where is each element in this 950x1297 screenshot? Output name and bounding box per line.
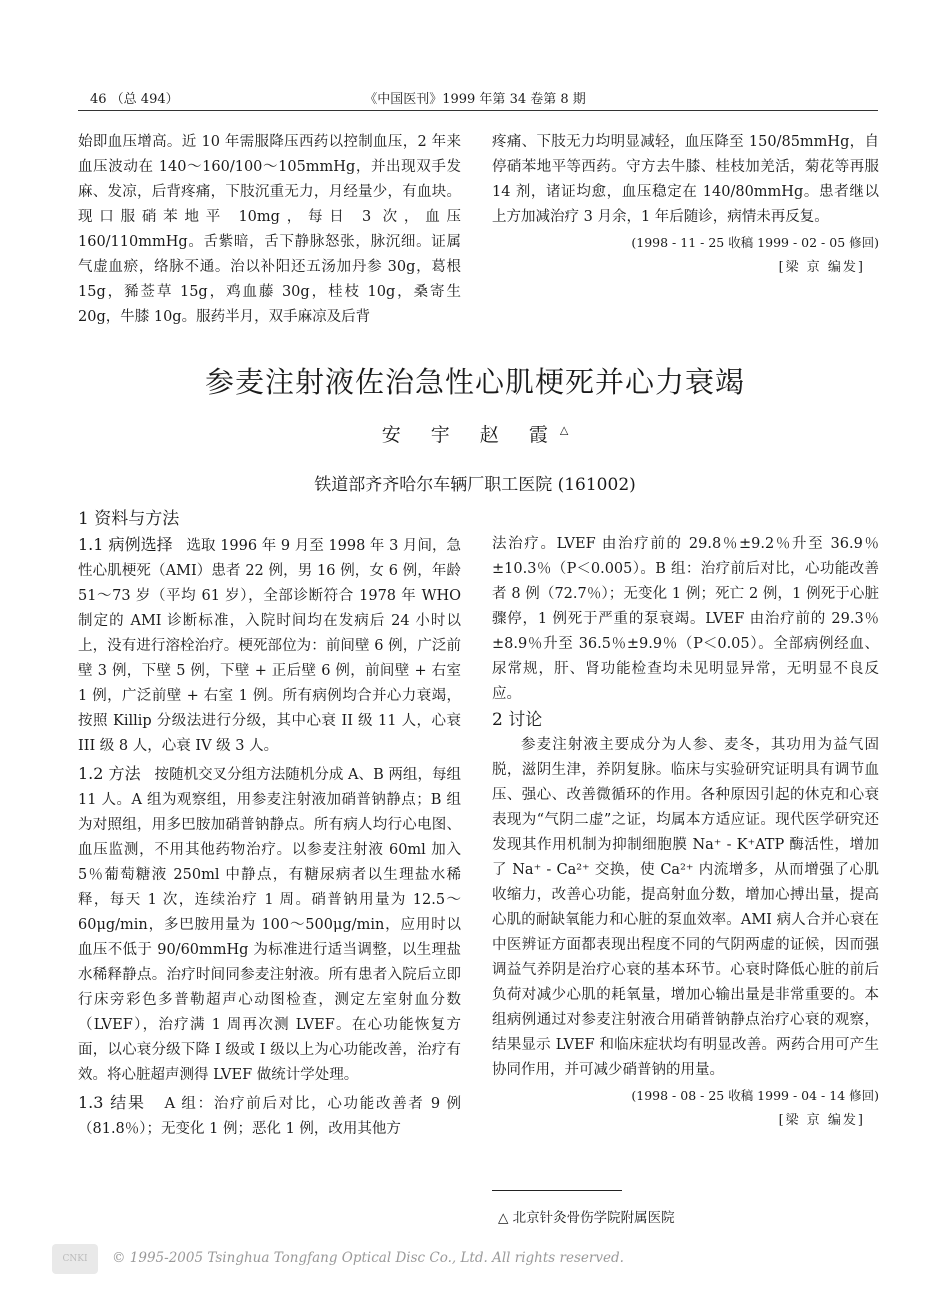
discussion-text: 参麦注射液主要成分为人参、麦冬，其功用为益气固脱，滋阴生津，养阴复脉。临床与实验研究证明具有调节血压、强心、改善微循环的作用。各种原因引起的休克和心衰表现为“气阴二虚”之证，均属本方适应证。现代医学研究还发现其作用机制为抑制细胞膜 Na⁺ - K⁺ATP 酶活性，增加了 Na⁺ - Ca²⁺ 交换，使 Ca²⁺ 内流增多，从而增强了心肌收缩力，改善心功能，提高射血分数，增加心搏出量，提高心肌的耐缺氧能力和心脏的泵血效率。AMI 病人合并心衰在中医辨证方面都表现出程度不同的气阴两虚的证候，因而强调益气养阴是治疗心衰的基本环节。心衰时降低心脏的前后负荷对减少心肌的耗氧量，增加心输出量是非常重要的。本组病例通过对参麦注射液合用硝普钠静点治疗心衰的观察，结果显示 LVEF 和临床症状均有明显改善。两药合用可产生协同作用，并可减少硝普钠的用量。 — [492, 737, 879, 1078]
received-date-2: (1998 - 08 - 25 收稿 1999 - 04 - 14 修回) — [631, 1088, 879, 1103]
header-rule — [78, 110, 878, 111]
author-footnote-mark: △ — [559, 423, 569, 437]
section-heading-2: 2 讨论 — [492, 710, 543, 730]
running-header — [0, 82, 950, 112]
prev-article-text-right: 疼痛、下肢无力均明显减轻，血压降至 150/85mmHg，自停硝苯地平等西药。守方去牛膝、桂枝加羌活，菊花等再服 14 剂，诸证均愈，血压稳定在 140/80mmHg。患者继以上方加减治疗 3 月余，1 年后随诊，病情未再反复。 — [492, 134, 879, 225]
results-continued: 法治疗。LVEF 由治疗前的 29.8％±9.2％升至 36.9％±10.3％（P＜0.005）。B 组：治疗前后对比，心功能改善者 8 例（72.7％）；无变化 1 例；死亡 2 例，1 例死于心脏骤停，1 例死于严重的泵衰竭。LVEF 由治疗前的 29.3％±8.9％升至 36.5％±9.9％（P＜0.05）。全部病例经血、尿常规，肝、肾功能检查均未见明显异常，无明显不良反应。 — [492, 536, 879, 702]
footnote-rule — [492, 1190, 622, 1191]
article-affiliation: 铁道部齐齐哈尔车辆厂职工医院 (161002) — [314, 475, 636, 495]
subsection-text-1-3: A 组：治疗前后对比，心功能改善者 9 例（81.8％）；无变化 1 例；恶化 1 例，改用其他方 — [78, 1096, 461, 1137]
journal-title: 《中国医刊》1999 年第 34 卷第 8 期 — [364, 92, 586, 107]
author-names: 安 宇 赵 霞 — [381, 424, 560, 446]
prev-article-text-left: 始即血压增高。近 10 年需服降压西药以控制血压，2 年来血压波动在 140～160/100～105mmHg，并出现双手发麻、发凉，后背疼痛，下肢沉重无力，月经量少，有血块。现口服硝苯地平 10mg，每日 3 次，血压 160/110mmHg。舌紫暗，舌下静脉怒张，脉沉细。证属气虚血瘀，络脉不通。治以补阳还五汤加丹参 30g，葛根 15g，豨莶草 15g，鸡血藤 30g，桂枝 10g，桑寄生 20g，牛膝 10g。服药半月，双手麻凉及后背 — [78, 134, 461, 325]
received-date: (1998 - 11 - 25 收稿 1999 - 02 - 05 修回) — [631, 235, 879, 250]
editor-credit: [梁 京 编发] — [778, 260, 865, 275]
subsection-heading-1-3: 1.3 结果 — [78, 1093, 146, 1112]
page-number: 46 （总 494） — [90, 92, 179, 107]
section-heading-1: 1 资料与方法 — [78, 509, 180, 529]
footnote: △ 北京针灸骨伤学院附属医院 — [498, 1210, 675, 1226]
publisher-logo: CNKI — [52, 1244, 98, 1274]
subsection-heading-1-2: 1.2 方法 — [78, 764, 141, 783]
subsection-text-1-1: 选取 1996 年 9 月至 1998 年 3 月间，急性心肌梗死（AMI）患者 22 例，男 16 例，女 6 例，年龄 51～73 岁（平均 61 岁），全部诊断符合 1978 年 WHO 制定的 AMI 诊断标准，入院时间均在发病后 24 小时以上，没有进行溶栓治疗。梗死部位为：前间壁 6 例，广泛前壁 3 例，下壁 5 例，下壁 + 正后壁 6 例，前间壁 + 右室 1 例，广泛前壁 + 右室 1 例。所有病例均合并心力衰竭，按照 Killip 分级法进行分级，其中心衰 II 级 11 人，心衰 III 级 8 人，心衰 IV 级 3 人。 — [78, 538, 461, 754]
body-right-column — [492, 532, 879, 1133]
subsection-heading-1-1: 1.1 病例选择 — [78, 535, 173, 554]
editor-credit-2: [梁 京 编发] — [778, 1113, 865, 1128]
article-authors — [0, 420, 950, 447]
copyright-notice: © 1995-2005 Tsinghua Tongfang Optical Disc Co., Ltd. All rights reserved. — [112, 1250, 624, 1266]
top-right-column — [492, 130, 879, 280]
top-left-column — [78, 130, 461, 330]
body-left-column — [78, 506, 461, 1142]
subsection-text-1-2: 按随机交叉分组方法随机分成 A、B 两组，每组 11 人。A 组为观察组，用参麦注射液加硝普钠静点；B 组为对照组，用多巴胺加硝普钠静点。所有病人均行心电图、血压监测，不用其他药物治疗。以参麦注射液 60ml 加入 5％葡萄糖液 250ml 中静点，有糖尿病者以生理盐水稀释，每天 1 次，连续治疗 1 周。硝普钠用量为 12.5～60μg/min，多巴胺用量为 100～500μg/min，应用时以血压不低于 90/60mmHg 为标准进行适当调整，以生理盐水稀释静点。治疗时间同参麦注射液。所有患者入院后立即行床旁彩色多普勒超声心动图检查，测定左室射血分数（LVEF），治疗满 1 周再次测 LVEF。在心功能恢复方面，以心衰分级下降 I 级或 I 级以上为心功能改善，治疗有效。将心脏超声测得 LVEF 做统计学处理。 — [78, 767, 461, 1083]
article-title: 参麦注射液佐治急性心肌梗死并心力衰竭 — [204, 365, 745, 399]
